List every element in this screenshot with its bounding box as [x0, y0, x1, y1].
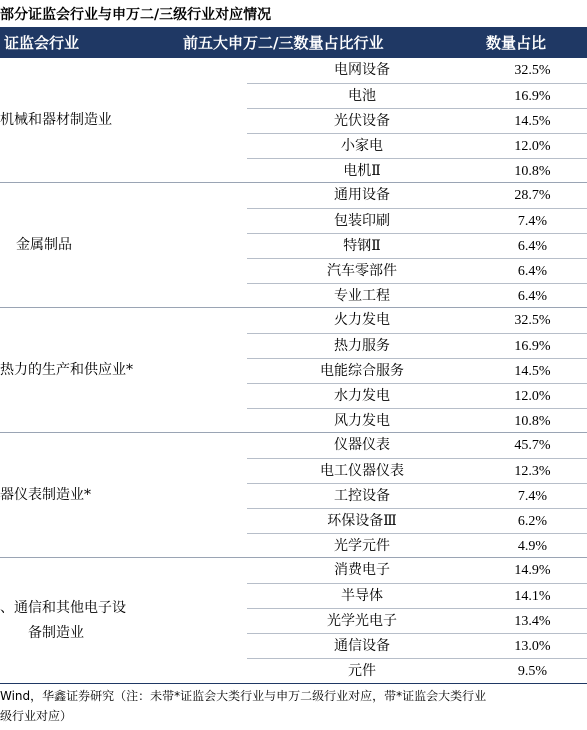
sw-industry: 光学元件 [334, 538, 390, 554]
sw-industry: 火力发电 [334, 312, 390, 328]
csrc-industry-label: 热力的生产和供应业* [0, 362, 133, 378]
share-value: 14.1% [514, 589, 551, 604]
industry-group [0, 558, 587, 683]
share-value: 6.4% [517, 289, 548, 304]
table-row [247, 608, 587, 633]
sw-industry: 通用设备 [334, 187, 390, 203]
share-value: 10.8% [514, 164, 551, 179]
share-value: 14.9% [514, 563, 551, 578]
csrc-industry-label: 器仪表制造业* [0, 487, 91, 503]
table-row [247, 508, 587, 533]
table-row [247, 583, 587, 608]
table-bottom-rule [0, 683, 587, 684]
share-value: 16.9% [514, 339, 551, 354]
header-csrc-industry: 证监会行业 [4, 34, 80, 52]
sw-industry: 特钢Ⅱ [343, 238, 381, 254]
header-sw-industry: 前五大申万二/三数量占比行业 [183, 34, 384, 52]
csrc-industry-cell [0, 183, 247, 308]
sw-industry: 电网设备 [334, 62, 390, 78]
csrc-industry-label: 金属制品 [16, 237, 72, 253]
table-row [247, 58, 587, 83]
table-row [247, 633, 587, 658]
industry-group [0, 433, 587, 558]
csrc-industry-cell [0, 558, 247, 683]
table-title: 部分证监会行业与申万二/三级行业对应情况 [0, 7, 272, 23]
csrc-industry-label: 、通信和其他电子设 [0, 599, 126, 616]
sw-industry: 光学光电子 [327, 613, 397, 629]
csrc-industry-cell [0, 58, 247, 183]
table-row [247, 108, 587, 133]
share-value: 28.7% [514, 188, 551, 203]
source-note-line: Wind，华鑫证券研究（注：未带*证监会大类行业与申万二级行业对应，带*证监会大类行业 [0, 689, 487, 703]
table-row [247, 283, 587, 308]
share-value: 45.7% [514, 438, 551, 453]
table-row [247, 233, 587, 258]
share-value: 10.8% [514, 414, 551, 429]
sw-industry: 汽车零部件 [327, 263, 397, 279]
sw-industry: 电机Ⅱ [343, 163, 381, 179]
share-value: 32.5% [514, 313, 551, 328]
table-row [247, 533, 587, 558]
share-value: 4.9% [517, 539, 548, 554]
table-row [247, 83, 587, 108]
share-value: 13.4% [514, 614, 551, 629]
table-body [0, 58, 587, 683]
sw-industry: 仪器仪表 [334, 437, 390, 453]
source-note [0, 686, 587, 730]
industry-group [0, 308, 587, 433]
share-value: 6.2% [517, 514, 548, 529]
industry-group [0, 58, 587, 183]
share-value: 14.5% [514, 364, 551, 379]
table-row [247, 183, 587, 208]
table-row [247, 358, 587, 383]
sw-industry: 元件 [348, 663, 376, 679]
share-value: 6.4% [517, 239, 548, 254]
table-row [247, 658, 587, 683]
share-value: 32.5% [514, 63, 551, 78]
table-row [247, 408, 587, 433]
sw-industry: 消费电子 [334, 562, 390, 578]
sw-industry: 电池 [348, 88, 376, 104]
sw-industry: 环保设备Ⅲ [327, 513, 397, 529]
sw-industry: 小家电 [341, 138, 383, 154]
table-row [247, 208, 587, 233]
share-value: 14.5% [514, 114, 551, 129]
source-note-line: 级行业对应） [0, 709, 73, 723]
table-row [247, 308, 587, 333]
share-value: 12.0% [514, 389, 551, 404]
table-row [247, 458, 587, 483]
sw-industry: 专业工程 [334, 288, 390, 304]
industry-group [0, 183, 587, 308]
share-value: 6.4% [517, 264, 548, 279]
csrc-industry-label: 机械和器材制造业 [0, 112, 112, 128]
header-share: 数量占比 [486, 34, 547, 52]
share-value: 7.4% [517, 489, 548, 504]
csrc-industry-label-continued: 备制造业 [28, 624, 84, 641]
sw-industry: 工控设备 [334, 488, 390, 504]
table-row [247, 383, 587, 408]
table-row [247, 433, 587, 458]
sw-industry: 光伏设备 [334, 113, 390, 129]
csrc-industry-cell [0, 308, 247, 433]
table-row [247, 558, 587, 583]
sw-industry: 水力发电 [334, 388, 390, 404]
share-value: 9.5% [517, 664, 548, 679]
share-value: 16.9% [514, 89, 551, 104]
sw-industry: 半导体 [341, 588, 383, 604]
sw-industry: 包装印刷 [334, 213, 390, 229]
table-row [247, 333, 587, 358]
share-value: 7.4% [517, 214, 548, 229]
sw-industry: 风力发电 [334, 413, 390, 429]
table-header [0, 28, 587, 58]
share-value: 12.0% [514, 139, 551, 154]
sw-industry: 电能综合服务 [320, 363, 404, 379]
sw-industry: 热力服务 [334, 338, 390, 354]
table-row [247, 483, 587, 508]
sw-industry: 通信设备 [334, 638, 390, 654]
table-row [247, 258, 587, 283]
table-row [247, 158, 587, 183]
share-value: 12.3% [514, 464, 551, 479]
sw-industry: 电工仪器仪表 [320, 463, 404, 479]
csrc-industry-cell [0, 433, 247, 558]
share-value: 13.0% [514, 639, 551, 654]
table-row [247, 133, 587, 158]
